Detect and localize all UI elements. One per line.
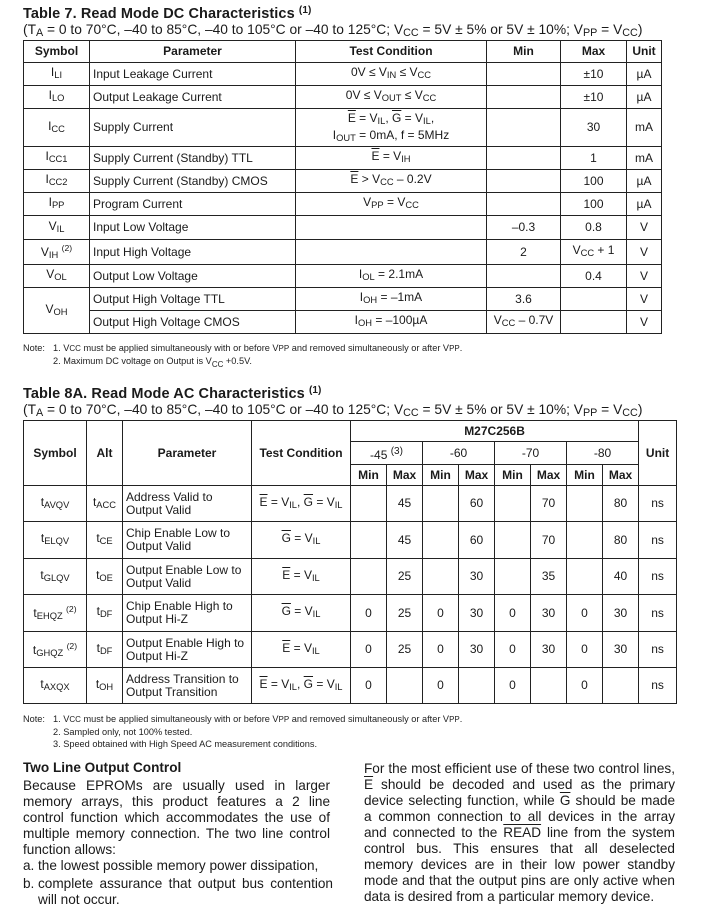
- min-cell: [487, 265, 561, 288]
- table-row: [24, 595, 677, 632]
- list-text: complete assurance that output bus contention will not occur.: [38, 876, 333, 907]
- note-label: Note:: [23, 343, 45, 353]
- symbol-cell: $V_{OL}$: [24, 265, 90, 288]
- table-row: [24, 559, 677, 595]
- symbol-cell: $I_{PP}$: [24, 193, 90, 216]
- value-cell: 25: [387, 632, 423, 668]
- right-paragraph-text: For the most efficient use of these two control lines, $\overline{E}$ should be decoded and used as the primary device selecting function, while $\overline{G}$ should be made a common connection to all devices in the array and connected to the READ line from the system control bus. This ensures that all deselected memory devices are in their low power standby mode and that the output pins are only active when data is desired from a particular memory device.: [364, 761, 675, 904]
- test-cell: [296, 216, 487, 240]
- table8a-notes: [23, 713, 462, 750]
- symbol-cell: $t_{GHQZ}$ $^{(2)}$: [24, 632, 87, 668]
- table-row: [24, 240, 662, 265]
- max-cell: 100: [561, 170, 627, 193]
- value-cell: 0: [495, 632, 531, 668]
- min-cell: [487, 147, 561, 170]
- list-marker: a.: [23, 858, 35, 873]
- unit-cell: µA: [627, 193, 662, 216]
- col-alt: Alt: [87, 421, 123, 486]
- parameter-cell: Supply Current (Standby) TTL: [90, 147, 296, 170]
- symbol-cell: $I_{CC}$: [24, 109, 90, 147]
- test-cell: $I_{OL} = 2.1mA$: [296, 265, 487, 288]
- value-cell: [603, 668, 639, 704]
- parameter-cell: Output Leakage Current: [90, 86, 296, 109]
- list-marker: b.: [23, 876, 35, 891]
- symbol-cell: $t_{AXQX}$: [24, 668, 87, 704]
- unit-cell: ns: [639, 486, 677, 522]
- min-header: Min: [495, 465, 531, 486]
- unit-cell: V: [627, 216, 662, 240]
- alt-cell: $t_{OH}$: [87, 668, 123, 704]
- unit-cell: ns: [639, 522, 677, 559]
- left-paragraph: [23, 778, 330, 858]
- max-header: Max: [603, 465, 639, 486]
- unit-cell: ns: [639, 559, 677, 595]
- value-cell: 0: [495, 668, 531, 704]
- value-cell: 0: [351, 595, 387, 632]
- value-cell: 0: [423, 632, 459, 668]
- table-row: [24, 632, 677, 668]
- table-row: [24, 486, 677, 522]
- value-cell: 30: [603, 595, 639, 632]
- note-3: 3. Speed obtained with High Speed AC measurement conditions.: [53, 739, 318, 749]
- parameter-cell: Output Low Voltage: [90, 265, 296, 288]
- unit-cell: µA: [627, 86, 662, 109]
- speed-grade-45: -45 $^{(3)}$: [351, 442, 423, 465]
- symbol-cell: $t_{EHQZ}$ $^{(2)}$: [24, 595, 87, 632]
- value-cell: 0: [423, 595, 459, 632]
- min-cell: [487, 109, 561, 147]
- parameter-cell: Output High Voltage TTL: [90, 288, 296, 311]
- min-header: Min: [351, 465, 387, 486]
- symbol-cell: $t_{AVQV}$: [24, 486, 87, 522]
- parameter-cell: Output Enable High to Output Hi-Z: [123, 632, 252, 668]
- test-cell: $0V \le V_{OUT} \le V_{CC}$: [296, 86, 487, 109]
- value-cell: 70: [531, 522, 567, 559]
- test-cell: $\overline{E} = V_{IL}$, $\overline{G} = V_{IL}$, $I_{OUT} = 0mA$, f = 5MHz: [296, 109, 487, 147]
- table7-conditions: ($T_A = 0$ to 70°C, –40 to 85°C, –40 to 105°C or –40 to 125°C; $V_{CC} = 5V \pm 5\%$ or 5V ± 10%; $V_{PP} = V_{CC}$): [23, 22, 643, 39]
- parameter-cell: Supply Current (Standby) CMOS: [90, 170, 296, 193]
- table-row: [24, 216, 662, 240]
- parameter-cell: Chip Enable Low to Output Valid: [123, 522, 252, 559]
- value-cell: 0: [351, 668, 387, 704]
- note-label: Note:: [23, 714, 45, 724]
- table7-dc-characteristics: [23, 40, 662, 334]
- unit-cell: mA: [627, 147, 662, 170]
- test-cell: $\overline{E} = V_{IH}$: [296, 147, 487, 170]
- parameter-cell: Output High Voltage CMOS: [90, 311, 296, 334]
- table-row: [24, 147, 662, 170]
- unit-cell: µA: [627, 170, 662, 193]
- section-heading: Two Line Output Control: [23, 760, 182, 775]
- test-cell: $0V \le V_{IN} \le V_{CC}$: [296, 63, 487, 86]
- value-cell: 35: [531, 559, 567, 595]
- parameter-cell: Address Transition to Output Transition: [123, 668, 252, 704]
- symbol-cell: $I_{LI}$: [24, 63, 90, 86]
- test-cell: $\overline{G} = V_{IL}$: [252, 522, 351, 559]
- table-row: [24, 63, 662, 86]
- table-row: [24, 288, 662, 311]
- max-cell: 100: [561, 193, 627, 216]
- note-2: 2. Sampled only, not 100% tested.: [53, 727, 193, 737]
- max-cell: 1: [561, 147, 627, 170]
- col-parameter: Parameter: [123, 421, 252, 486]
- unit-cell: V: [627, 311, 662, 334]
- alt-cell: $t_{OE}$: [87, 559, 123, 595]
- col-max: Max: [561, 41, 627, 63]
- value-cell: 25: [387, 595, 423, 632]
- min-cell: –0.3: [487, 216, 561, 240]
- col-min: Min: [487, 41, 561, 63]
- test-cell: $I_{OH} = -1mA$: [296, 288, 487, 311]
- symbol-cell: $t_{GLQV}$: [24, 559, 87, 595]
- value-cell: 70: [531, 486, 567, 522]
- unit-cell: mA: [627, 109, 662, 147]
- parameter-cell: Program Current: [90, 193, 296, 216]
- value-cell: 30: [531, 632, 567, 668]
- value-cell: 30: [459, 595, 495, 632]
- max-cell: [561, 288, 627, 311]
- value-cell: 45: [387, 522, 423, 559]
- max-cell: [561, 311, 627, 334]
- table8a-header-row-1: [24, 421, 677, 442]
- alt-cell: $t_{CE}$: [87, 522, 123, 559]
- table8a-ac-characteristics: [23, 420, 677, 704]
- col-symbol: Symbol: [24, 41, 90, 63]
- unit-cell: ns: [639, 595, 677, 632]
- value-cell: 30: [459, 632, 495, 668]
- min-cell: [487, 63, 561, 86]
- max-cell: $V_{CC} + 1$: [561, 240, 627, 265]
- allow-list: [23, 856, 333, 908]
- min-cell: 2: [487, 240, 561, 265]
- value-cell: [387, 668, 423, 704]
- max-cell: ±10: [561, 63, 627, 86]
- table7-title: Table 7. Read Mode DC Characteristics $^{(1)}$: [23, 5, 312, 22]
- test-cell: [296, 240, 487, 265]
- max-header: Max: [459, 465, 495, 486]
- test-cell: $\overline{E} = V_{IL}$: [252, 632, 351, 668]
- col-unit: Unit: [639, 421, 677, 486]
- value-cell: 30: [603, 632, 639, 668]
- min-header: Min: [567, 465, 603, 486]
- right-paragraph: [364, 761, 675, 905]
- value-cell: [459, 668, 495, 704]
- speed-grade-80: -80: [567, 442, 639, 465]
- table-row: [24, 522, 677, 559]
- col-test-condition: Test Condition: [252, 421, 351, 486]
- value-cell: [495, 522, 531, 559]
- value-cell: [531, 668, 567, 704]
- col-unit: Unit: [627, 41, 662, 63]
- value-cell: 30: [459, 559, 495, 595]
- parameter-cell: Chip Enable High to Output Hi-Z: [123, 595, 252, 632]
- list-item: [23, 858, 333, 874]
- speed-grade-70: -70: [495, 442, 567, 465]
- list-text: the lowest possible memory power dissipation,: [38, 858, 319, 873]
- test-cell: $V_{PP} = V_{CC}$: [296, 193, 487, 216]
- test-cell: $\overline{E} = V_{IL}$, $\overline{G} = V_{IL}$: [252, 668, 351, 704]
- test-cell: $\overline{G} = V_{IL}$: [252, 595, 351, 632]
- symbol-cell: $t_{ELQV}$: [24, 522, 87, 559]
- value-cell: 80: [603, 486, 639, 522]
- unit-cell: V: [627, 240, 662, 265]
- max-cell: 0.8: [561, 216, 627, 240]
- max-header: Max: [387, 465, 423, 486]
- symbol-cell: $I_{LO}$: [24, 86, 90, 109]
- unit-cell: V: [627, 288, 662, 311]
- value-cell: [567, 522, 603, 559]
- value-cell: 60: [459, 486, 495, 522]
- alt-cell: $t_{DF}$: [87, 632, 123, 668]
- note-1: 1. VCC must be applied simultaneously with or before VPP and removed simultaneously or after VPP.: [53, 714, 463, 724]
- value-cell: [495, 559, 531, 595]
- min-cell: [487, 86, 561, 109]
- col-test-condition: Test Condition: [296, 41, 487, 63]
- col-parameter: Parameter: [90, 41, 296, 63]
- symbol-cell: $I_{CC1}$: [24, 147, 90, 170]
- alt-cell: $t_{DF}$: [87, 595, 123, 632]
- parameter-cell: Supply Current: [90, 109, 296, 147]
- unit-cell: ns: [639, 632, 677, 668]
- table-row: [24, 311, 662, 334]
- value-cell: 40: [603, 559, 639, 595]
- symbol-cell: $V_{IL}$: [24, 216, 90, 240]
- test-cell: $\overline{E} = V_{IL}$: [252, 559, 351, 595]
- value-cell: [567, 486, 603, 522]
- table-row: [24, 170, 662, 193]
- value-cell: [567, 559, 603, 595]
- value-cell: 0: [423, 668, 459, 704]
- min-cell: [487, 193, 561, 216]
- table7-header-row: [24, 41, 662, 63]
- symbol-cell: $V_{IH}$ $^{(2)}$: [24, 240, 90, 265]
- left-paragraph-text: Because EPROMs are usually used in larger memory arrays, this product features a 2 line control function which accommodates the use of multiple memory connection. The two line control function allows:: [23, 778, 330, 857]
- value-cell: [351, 522, 387, 559]
- unit-cell: ns: [639, 668, 677, 704]
- value-cell: 25: [387, 559, 423, 595]
- symbol-cell: $V_{OH}$: [24, 288, 90, 334]
- value-cell: 0: [567, 632, 603, 668]
- value-cell: 45: [387, 486, 423, 522]
- value-cell: 0: [495, 595, 531, 632]
- value-cell: [423, 522, 459, 559]
- speed-grade-60: -60: [423, 442, 495, 465]
- table-row: [24, 265, 662, 288]
- test-cell: $\overline{E} > V_{CC} - 0.2V$: [296, 170, 487, 193]
- value-cell: 60: [459, 522, 495, 559]
- test-cell: $\overline{E} = V_{IL}$, $\overline{G} = V_{IL}$: [252, 486, 351, 522]
- min-cell: [487, 170, 561, 193]
- col-symbol: Symbol: [24, 421, 87, 486]
- table8a-title: Table 8A. Read Mode AC Characteristics $^{(1)}$: [23, 385, 322, 402]
- value-cell: [351, 559, 387, 595]
- value-cell: 0: [351, 632, 387, 668]
- max-cell: ±10: [561, 86, 627, 109]
- max-cell: 0.4: [561, 265, 627, 288]
- parameter-cell: Input Leakage Current: [90, 63, 296, 86]
- list-item: [23, 876, 333, 908]
- value-cell: [423, 559, 459, 595]
- value-cell: 80: [603, 522, 639, 559]
- max-header: Max: [531, 465, 567, 486]
- test-cell: $I_{OH} = -100\mu A$: [296, 311, 487, 334]
- parameter-cell: Address Valid to Output Valid: [123, 486, 252, 522]
- parameter-cell: Input Low Voltage: [90, 216, 296, 240]
- value-cell: 0: [567, 668, 603, 704]
- table-row: [24, 668, 677, 704]
- table-row: [24, 86, 662, 109]
- table-row: [24, 109, 662, 147]
- value-cell: [351, 486, 387, 522]
- table7-notes: [23, 342, 462, 371]
- table8a-conditions: ($T_A = 0$ to 70°C, –40 to 85°C, –40 to 105°C or –40 to 125°C; $V_{CC} = 5V \pm 5\%$ or 5V ± 10%; $V_{PP} = V_{CC}$): [23, 402, 643, 419]
- min-header: Min: [423, 465, 459, 486]
- value-cell: [495, 486, 531, 522]
- parameter-cell: Input High Voltage: [90, 240, 296, 265]
- table-row: [24, 193, 662, 216]
- min-cell: $V_{CC} - 0.7V$: [487, 311, 561, 334]
- note-2: 2. Maximum DC voltage on Output is $V_{CC} +0.5V$.: [53, 356, 252, 369]
- note-1: 1. VCC must be applied simultaneously with or before VPP and removed simultaneously or after VPP.: [53, 343, 463, 353]
- min-cell: 3.6: [487, 288, 561, 311]
- max-cell: 30: [561, 109, 627, 147]
- unit-cell: V: [627, 265, 662, 288]
- device-header: M27C256B: [351, 421, 639, 442]
- symbol-cell: $I_{CC2}$: [24, 170, 90, 193]
- value-cell: 30: [531, 595, 567, 632]
- value-cell: 0: [567, 595, 603, 632]
- parameter-cell: Output Enable Low to Output Valid: [123, 559, 252, 595]
- unit-cell: µA: [627, 63, 662, 86]
- alt-cell: $t_{ACC}$: [87, 486, 123, 522]
- value-cell: [423, 486, 459, 522]
